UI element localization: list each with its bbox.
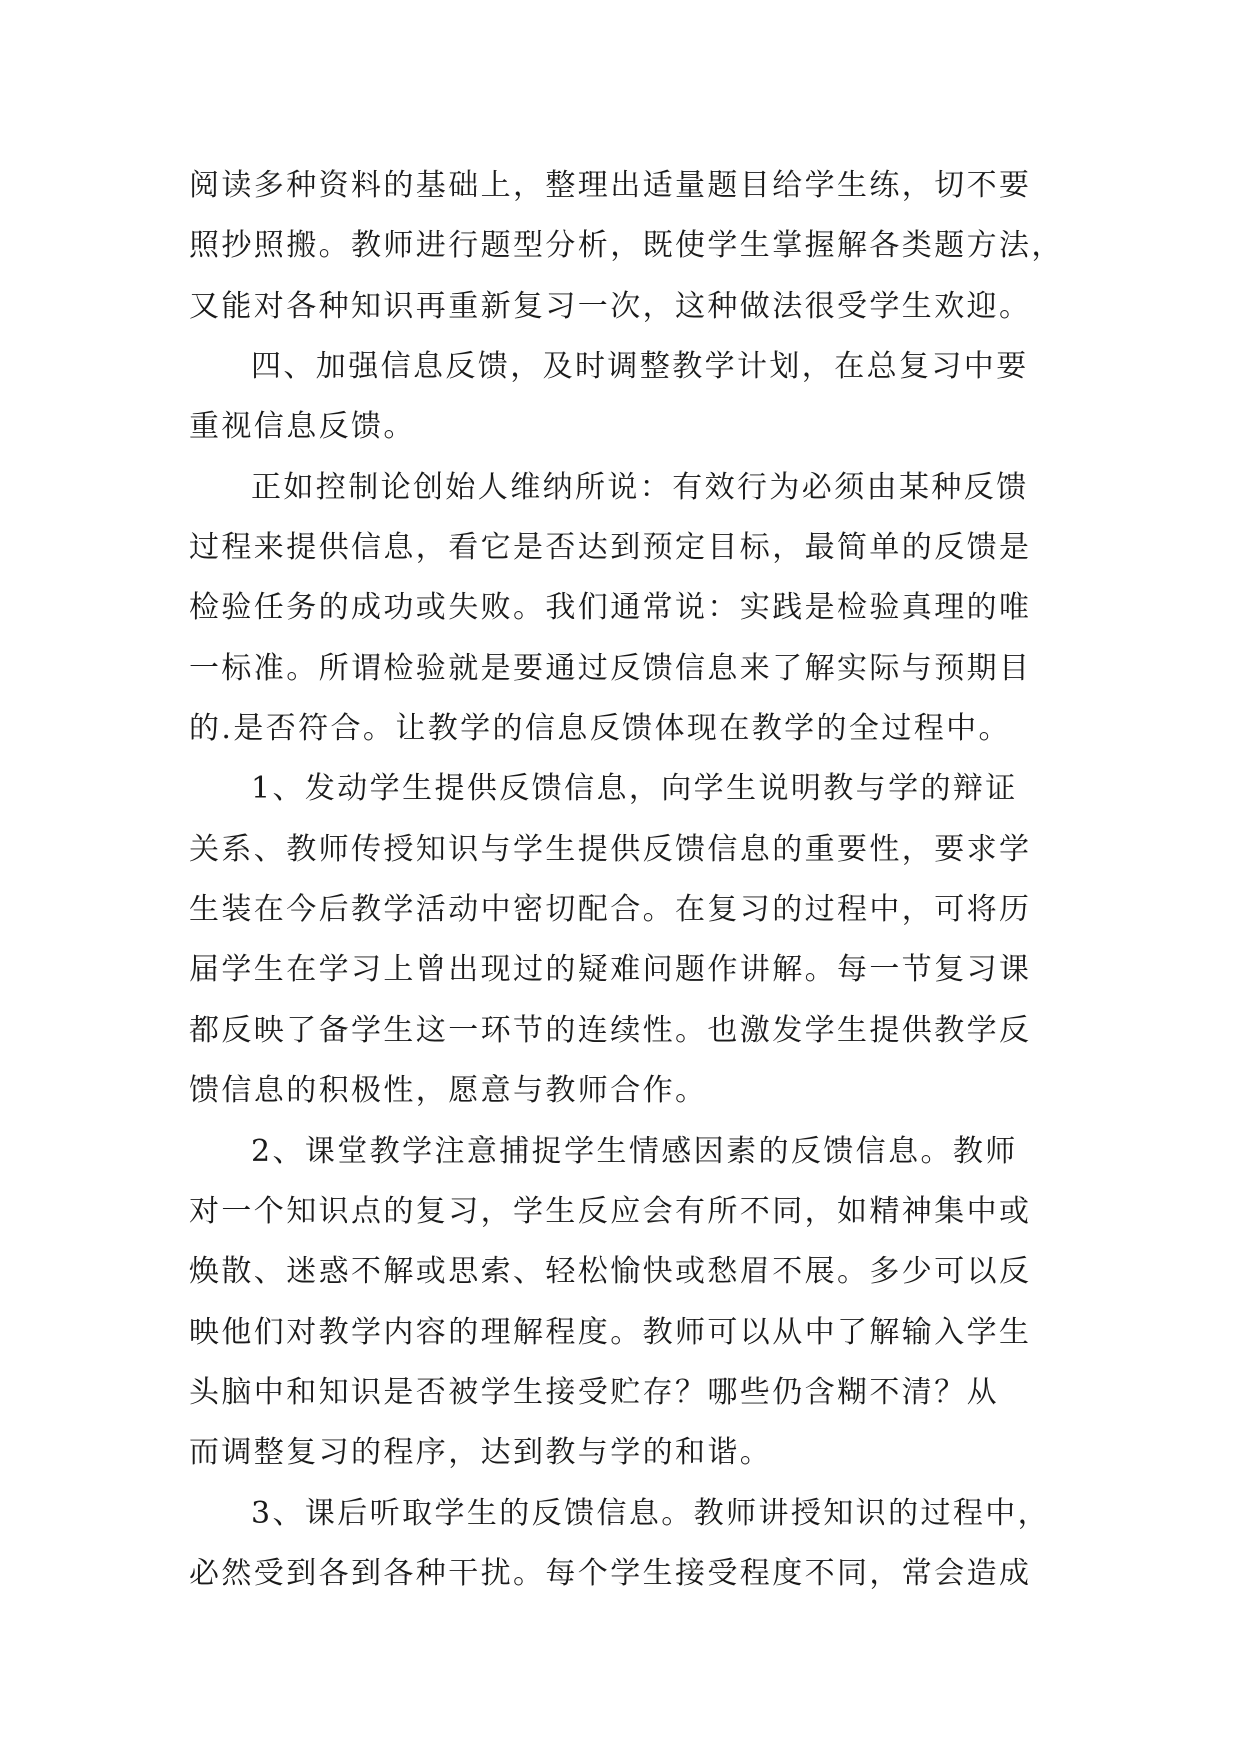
- text-line: 头脑中和知识是否被学生接受贮存？哪些仍含糊不清？从: [189, 1374, 999, 1410]
- text-line: 映他们对教学内容的理解程度。教师可以从中了解输入学生: [189, 1314, 1032, 1350]
- text-line: 的.是否符合。让教学的信息反馈体现在教学的全过程中。: [189, 711, 1011, 747]
- body-text: [189, 156, 1064, 1604]
- text-line: 必然受到各到各种干扰。每个学生接受程度不同，常会造成: [189, 1555, 1032, 1591]
- text-line: 对一个知识点的复习，学生反应会有所不同，如精神集中或: [189, 1193, 1032, 1229]
- text-line: 又能对各种知识再重新复习一次，这种做法很受学生欢迎。: [189, 288, 1032, 324]
- text-line: 过程来提供信息，看它是否达到预定目标，最简单的反馈是: [189, 530, 1032, 566]
- text-line: 焕散、迷惑不解或思索、轻松愉快或愁眉不展。多少可以反: [189, 1254, 1032, 1290]
- text-line: 都反映了备学生这一环节的连续性。也激发学生提供教学反: [189, 1012, 1032, 1048]
- list-item-3-line: 3、课后听取学生的反馈信息。教师讲授知识的过程中，: [251, 1495, 1051, 1531]
- text-line: 检验任务的成功或失败。我们通常说：实践是检验真理的唯: [189, 590, 1032, 626]
- text-line: 一标准。所谓检验就是要通过反馈信息来了解实际与预期目: [189, 650, 1032, 686]
- text-line: 生装在今后教学活动中密切配合。在复习的过程中，可将历: [189, 892, 1032, 928]
- text-line: 照抄照搬。教师进行题型分析，既使学生掌握解各类题方法，: [189, 228, 1064, 264]
- paragraph-start-line: 正如控制论创始人维纳所说：有效行为必须由某种反馈: [251, 469, 1029, 505]
- text-line: 馈信息的积极性，愿意与教师合作。: [189, 1073, 708, 1109]
- text-line: 届学生在学习上曾出现过的疑难问题作讲解。每一节复习课: [189, 952, 1032, 988]
- list-item-1-line: 1、发动学生提供反馈信息，向学生说明教与学的辩证: [251, 771, 1018, 807]
- list-item-2-line: 2、课堂教学注意捕捉学生情感因素的反馈信息。教师: [251, 1133, 1018, 1169]
- text-line: 而调整复习的程序，达到教与学的和谐。: [189, 1435, 773, 1471]
- text-line: 重视信息反馈。: [189, 409, 416, 445]
- text-line: 阅读多种资料的基础上，整理出适量题目给学生练，切不要: [189, 168, 1032, 203]
- section-heading-line: 四、加强信息反馈，及时调整教学计划，在总复习中要: [251, 349, 1029, 385]
- text-line: 关系、教师传授知识与学生提供反馈信息的重要性，要求学: [189, 831, 1032, 867]
